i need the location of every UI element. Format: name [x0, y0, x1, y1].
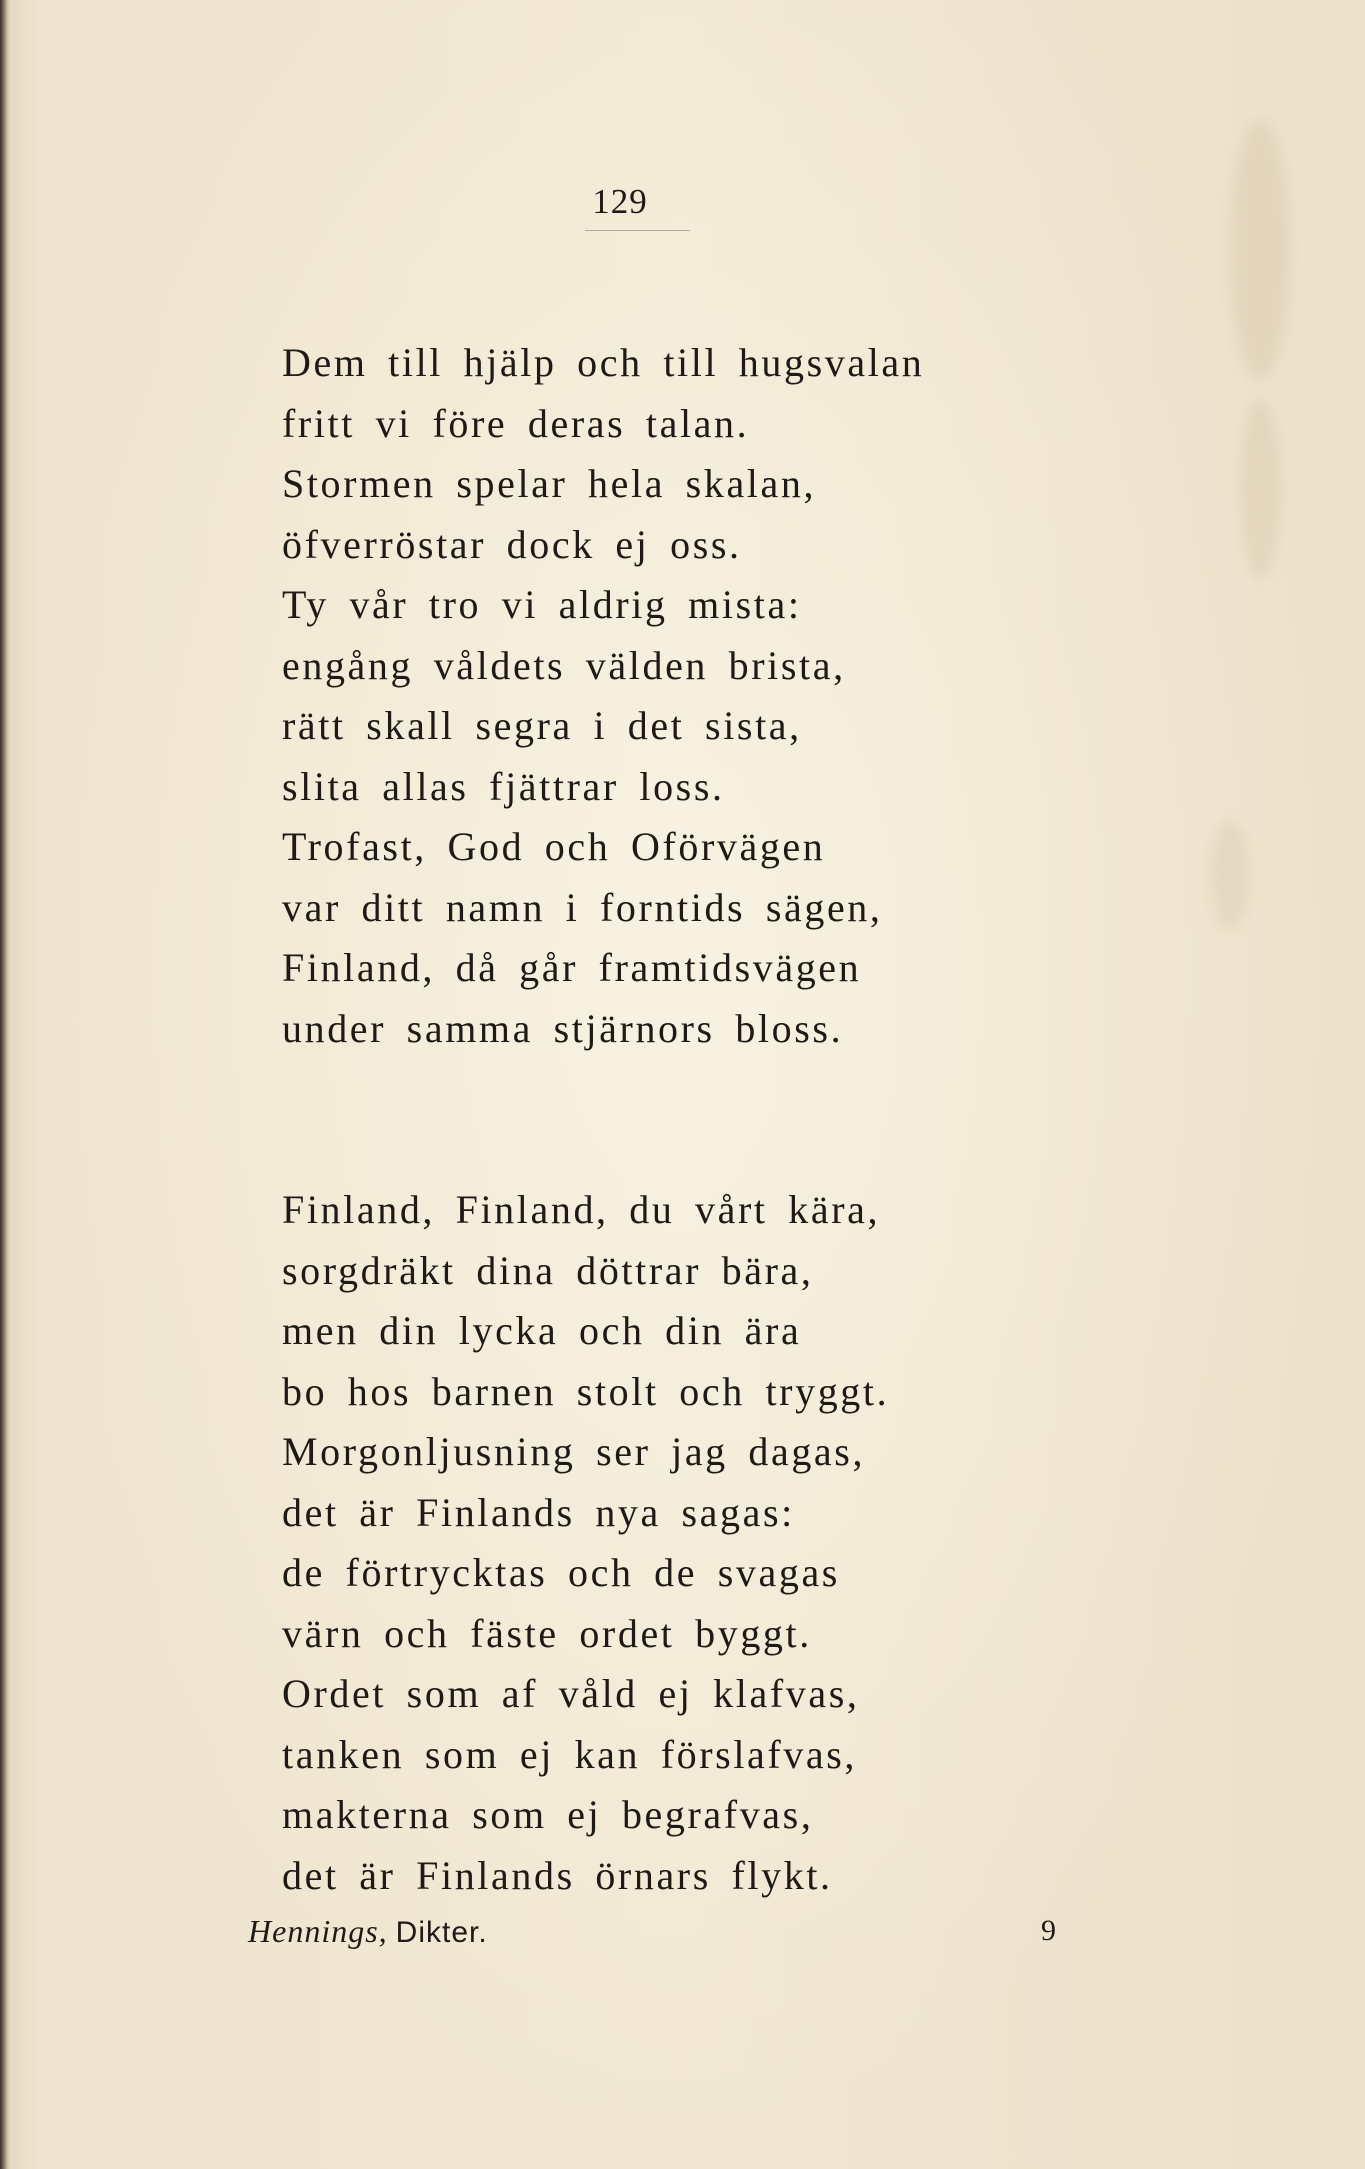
poem-line: Finland, Finland, du vårt kära, — [282, 1187, 881, 1232]
poem-line: värn och fäste ordet byggt. — [282, 1610, 812, 1656]
stanza-2 — [282, 1180, 1042, 1906]
poem-line: tanken som ej kan förslafvas, — [282, 1731, 858, 1777]
poem-line: Trofast, God och Oförvägen — [282, 824, 826, 869]
page-footer — [248, 1906, 1068, 1956]
poem-line: makterna som ej begrafvas, — [282, 1792, 814, 1837]
poem-line: rätt skall segra i det sista, — [282, 703, 802, 748]
poem-line: de förtrycktas och de svagas — [282, 1550, 840, 1595]
poem-line: Finland, då går framtidsvägen — [282, 945, 862, 990]
poem-line: Morgonljusning ser jag dagas, — [282, 1429, 866, 1474]
stanza-1 — [282, 333, 1042, 1059]
poem-line: bo hos barnen stolt och tryggt. — [282, 1368, 890, 1414]
poem-line: engång våldets välden brista, — [282, 642, 846, 688]
page-spine-edge — [0, 0, 10, 2169]
paper-stain — [1240, 400, 1280, 580]
poem-line: under samma stjärnors bloss. — [282, 1005, 844, 1051]
poem-line: det är Finlands örnars flykt. — [282, 1852, 833, 1898]
poem-line: var ditt namn i forntids sägen, — [282, 884, 883, 930]
poem-line: Ordet som af våld ej klafvas, — [282, 1671, 860, 1716]
poem-line: slita allas fjättrar loss. — [282, 763, 725, 809]
poem-line: sorgdräkt dina döttrar bära, — [282, 1247, 814, 1293]
paper-stain — [1210, 820, 1250, 930]
poem-line: Stormen spelar hela skalan, — [282, 461, 817, 506]
page-number: 129 — [592, 182, 648, 221]
poem-line: fritt vi före deras talan. — [282, 400, 750, 446]
poem-line: Dem till hjälp och till hugsvalan — [282, 340, 925, 385]
poem-line: öfverröstar dock ej oss. — [282, 521, 742, 567]
poem-line: men din lycka och din ära — [282, 1308, 802, 1353]
paper-stain — [1230, 120, 1290, 380]
poem-line: det är Finlands nya sagas: — [282, 1489, 795, 1535]
page-number-rule — [585, 230, 690, 231]
footer-signature-mark: 9 — [1041, 1914, 1056, 1947]
poem-line: Ty vår tro vi aldrig mista: — [282, 582, 802, 627]
footer-book-title: Dikter. — [395, 1916, 488, 1949]
footer-author: Hennings, — [248, 1913, 388, 1949]
